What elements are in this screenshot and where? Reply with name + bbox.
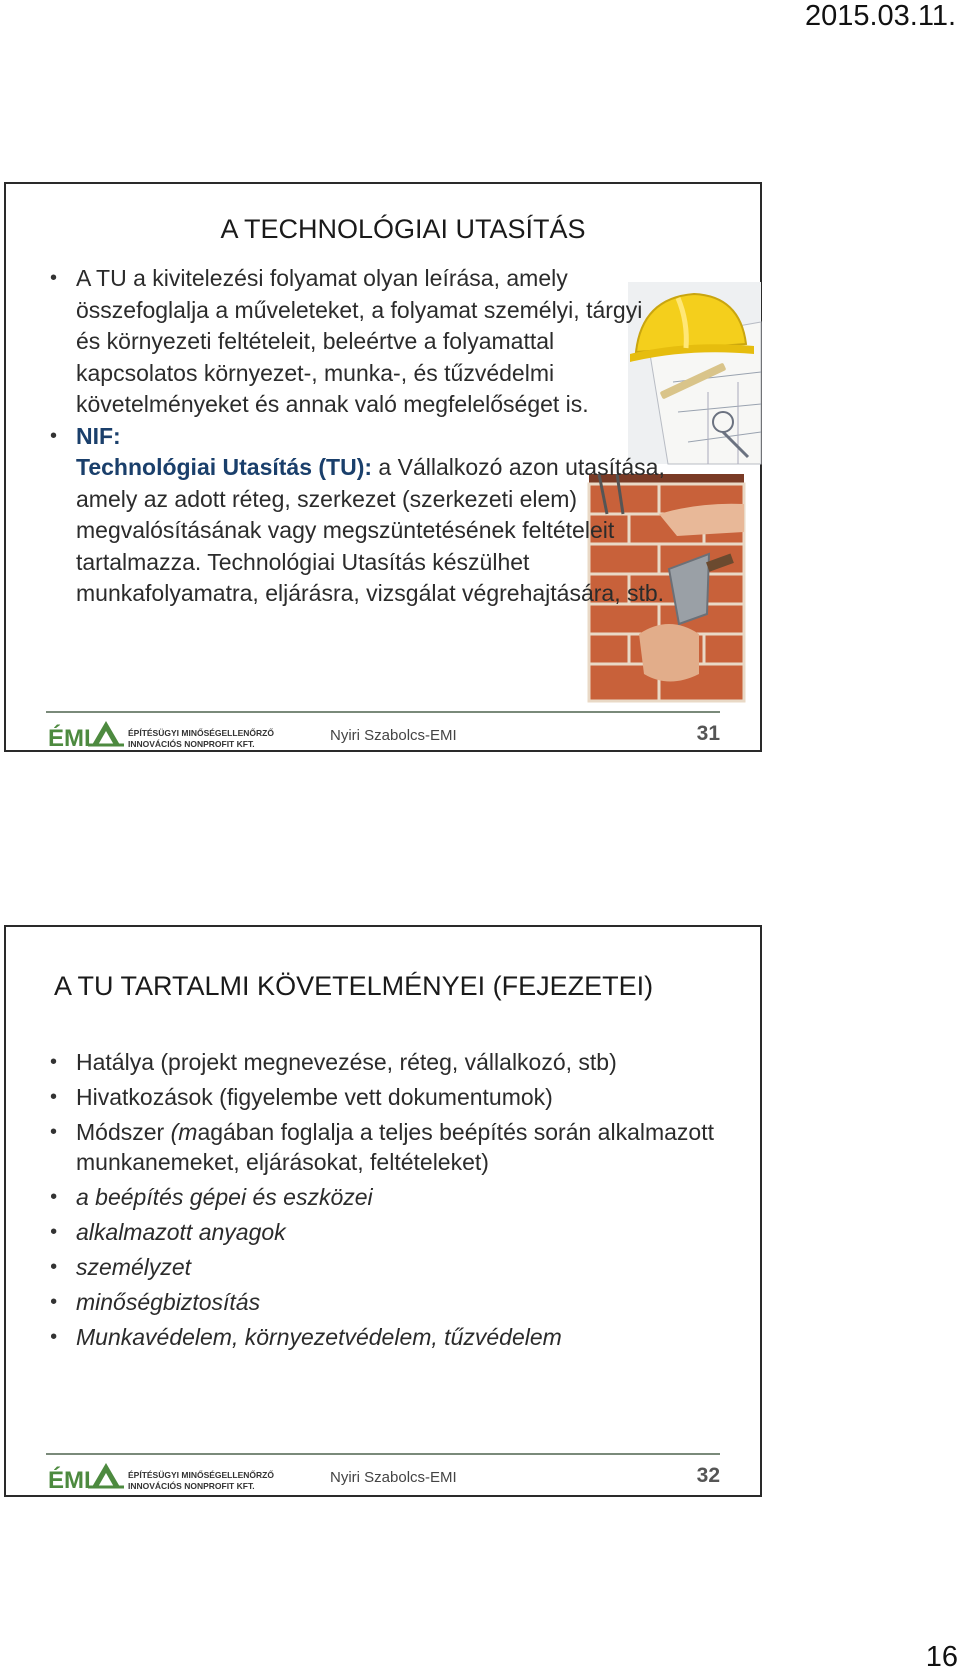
slide-number: 32 bbox=[696, 1464, 720, 1487]
bullet-list bbox=[50, 1047, 750, 1357]
page-date: 2015.03.11. bbox=[804, 0, 956, 32]
emi-logo bbox=[48, 1457, 274, 1497]
nif-label: NIF: bbox=[76, 422, 121, 449]
list-item: • alkalmazott anyagok bbox=[50, 1217, 750, 1247]
bullet-nif bbox=[50, 421, 670, 610]
list-item: • Hatálya (projekt megnevezése, réteg, vállalkozó, stb) bbox=[50, 1047, 750, 1077]
svg-text:INNOVÁCIÓS NONPROFIT KFT.: INNOVÁCIÓS NONPROFIT KFT. bbox=[128, 1481, 255, 1491]
footer-divider bbox=[46, 1453, 720, 1455]
footer-author: Nyiri Szabolcs-EMI bbox=[330, 727, 457, 744]
slide-32 bbox=[4, 925, 762, 1497]
svg-text:ÉMI: ÉMI bbox=[48, 725, 91, 752]
list-item: • személyzet bbox=[50, 1252, 750, 1282]
bullet-tu-definition: • A TU a kivitelezési folyamat olyan leírása, amely összefoglalja a műveleteket, a folyamat személyi, tárgyi és környezeti feltételeit, beleértve a folyamattal kapcsolatos környezet-, munka-, és tűzvédelmi követelményeket és annak való megfelelőséget is. bbox=[50, 263, 670, 421]
list-item: • minőségbiztosítás bbox=[50, 1287, 750, 1317]
list-item: • Hivatkozások (figyelembe vett dokumentumok) bbox=[50, 1082, 750, 1112]
footer-author: Nyiri Szabolcs-EMI bbox=[330, 1469, 457, 1486]
method-lead: Módszer bbox=[76, 1119, 171, 1145]
definition-term: Technológiai Utasítás (TU): bbox=[76, 454, 373, 480]
method-paren-open: ( bbox=[170, 1119, 179, 1145]
slide-31 bbox=[4, 182, 762, 752]
list-item: • Munkavédelem, környezetvédelem, tűzvédelem bbox=[50, 1322, 750, 1352]
svg-text:ÉPÍTÉSÜGYI MINŐSÉGELLENŐRZŐ: ÉPÍTÉSÜGYI MINŐSÉGELLENŐRZŐ bbox=[128, 728, 274, 738]
page-number: 16 bbox=[925, 1641, 958, 1673]
slide-title: A TU TARTALMI KÖVETELMÉNYEI (FEJEZETEI) bbox=[54, 971, 654, 1001]
method-rest: agában foglalja a teljes beépítés során alkalmazott munkanemeket, eljárásokat, feltételeket) bbox=[76, 1119, 714, 1175]
slide-number: 31 bbox=[696, 722, 720, 745]
bullet-list bbox=[50, 263, 670, 610]
emi-logo bbox=[48, 715, 274, 755]
slide-title: A TECHNOLÓGIAI UTASÍTÁS bbox=[220, 214, 586, 244]
list-item: • a beépítés gépei és eszközei bbox=[50, 1182, 750, 1212]
list-item-method bbox=[50, 1117, 750, 1177]
definition-text: a Vállalkozó azon utasítása, amely az adott réteg, szerkezet (szerkezeti elem) megvalósításának vagy megszüntetésének feltételeit tartalmazza. Technológiai Utasítás készülhet munkafolyamatra, eljárásra, vizsgálat végrehajtására, stb. bbox=[76, 454, 665, 606]
svg-text:ÉPÍTÉSÜGYI MINŐSÉGELLENŐRZŐ: ÉPÍTÉSÜGYI MINŐSÉGELLENŐRZŐ bbox=[128, 1470, 274, 1480]
svg-text:INNOVÁCIÓS NONPROFIT KFT.: INNOVÁCIÓS NONPROFIT KFT. bbox=[128, 739, 255, 749]
method-italic: m bbox=[178, 1119, 198, 1145]
footer-divider bbox=[46, 711, 720, 713]
svg-text:ÉMI: ÉMI bbox=[48, 1467, 91, 1494]
